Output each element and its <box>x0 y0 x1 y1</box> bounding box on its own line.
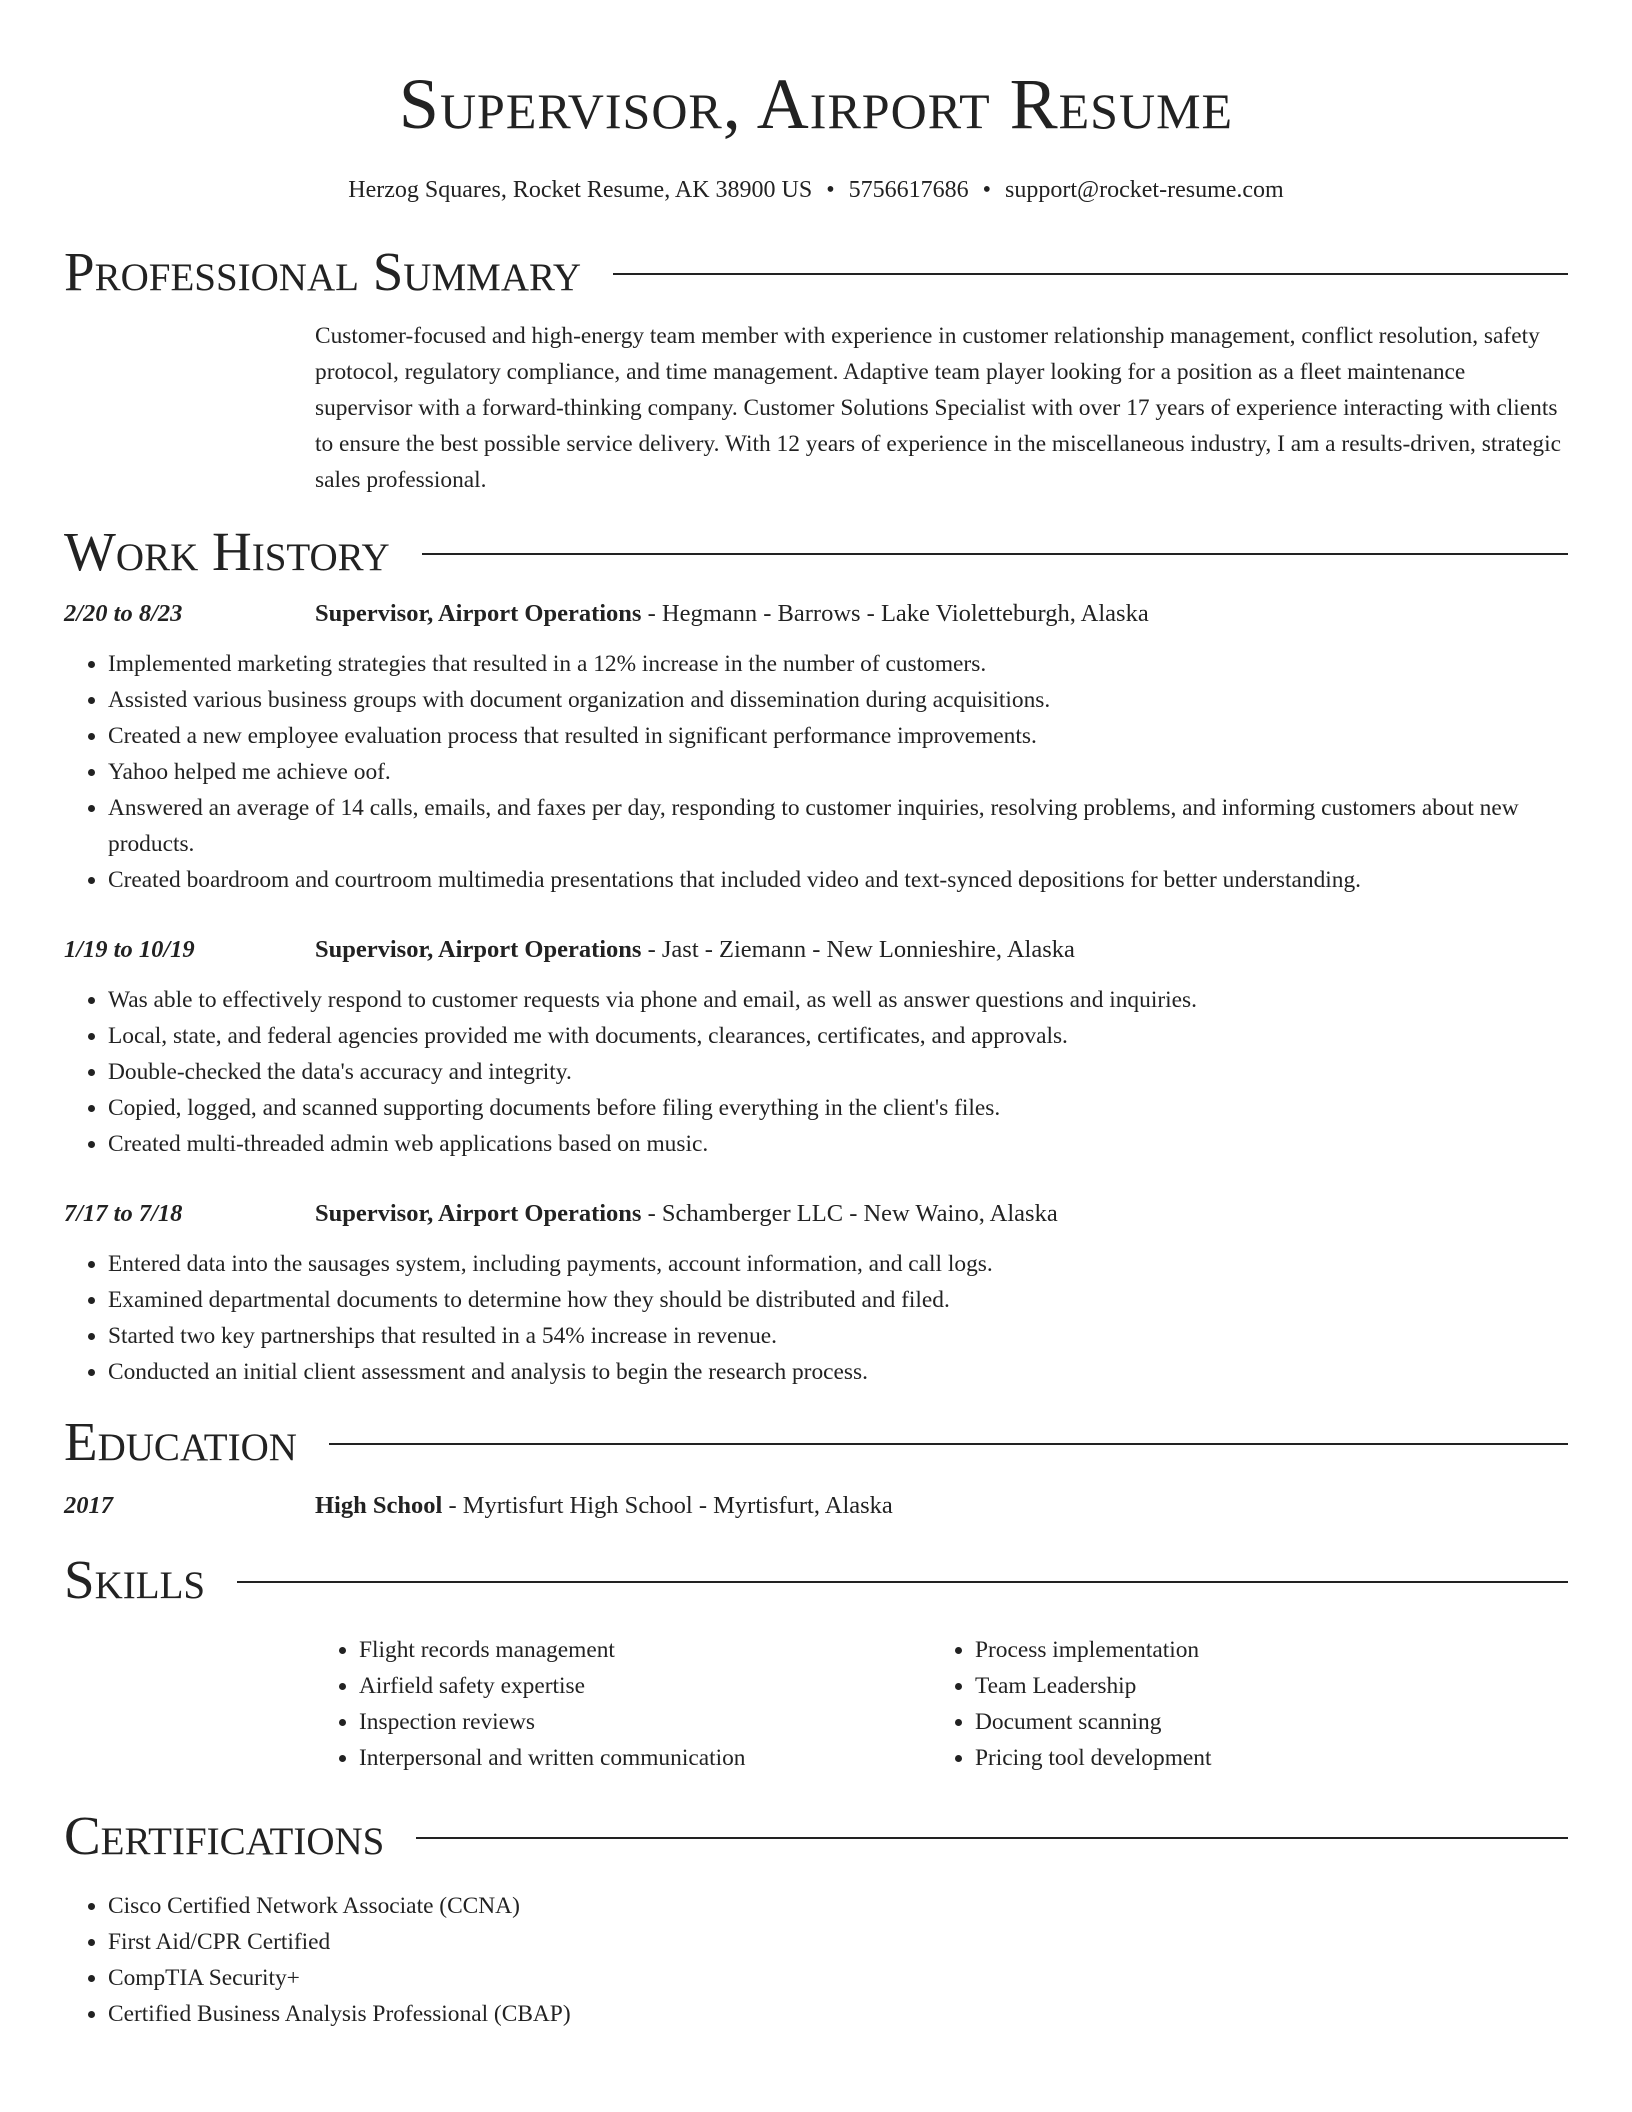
education-degree: High School <box>315 1492 443 1519</box>
section-divider <box>329 1443 1568 1445</box>
job-title: Supervisor, Airport Operations <box>315 600 642 627</box>
skill-item: • Document scanning <box>975 1704 1547 1740</box>
certifications-list <box>64 1888 1568 2032</box>
section-title-summary: Professional Summary <box>64 241 582 302</box>
work-entry-header <box>64 932 1568 968</box>
skills-column-left <box>315 1632 931 1776</box>
work-heading <box>315 1196 1568 1232</box>
contact-line <box>64 174 1568 206</box>
list-item: • Created a new employee evaluation process that resulted in significant performance improvements. <box>108 718 1568 754</box>
work-bullets <box>64 982 1568 1162</box>
skill-item: • Airfield safety expertise <box>359 1668 931 1704</box>
work-bullets <box>64 1246 1568 1390</box>
job-details: - Jast - Ziemann - New Lonnieshire, Alaska <box>641 936 1075 963</box>
list-item: • Answered an average of 14 calls, emails, and faxes per day, responding to customer inquiries, resolving problems, and informing customers about new products. <box>108 790 1568 862</box>
work-dates: 1/19 to 10/19 <box>64 936 195 963</box>
job-details: - Hegmann - Barrows - Lake Violetteburgh, Alaska <box>641 600 1149 627</box>
skill-item: • Pricing tool development <box>975 1740 1547 1776</box>
work-entry <box>64 932 1568 1162</box>
section-header-skills <box>64 1548 1568 1612</box>
work-entry-header <box>64 1196 1568 1232</box>
list-item: • Created boardroom and courtroom multimedia presentations that included video and text-synced depositions for better understanding. <box>108 862 1568 898</box>
skills-column-right <box>931 1632 1547 1776</box>
contact-phone: 5756617686 <box>848 177 969 203</box>
education-year: 2017 <box>64 1492 113 1519</box>
skill-item: • Flight records management <box>359 1632 931 1668</box>
certification-item: • CompTIA Security+ <box>108 1960 1568 1996</box>
work-heading <box>315 932 1568 968</box>
work-dates: 7/17 to 7/18 <box>64 1200 183 1227</box>
section-title-education: Education <box>64 1411 297 1472</box>
work-dates: 2/20 to 8/23 <box>64 600 183 627</box>
skills-list <box>315 1632 1568 1776</box>
work-bullets <box>64 646 1568 898</box>
list-item: • Created multi-threaded admin web applications based on music. <box>108 1126 1568 1162</box>
list-item: • Was able to effectively respond to customer requests via phone and email, as well as answer questions and inquiries. <box>108 982 1568 1018</box>
skill-item: • Inspection reviews <box>359 1704 931 1740</box>
education-details: - Myrtisfurt High School - Myrtisfurt, Alaska <box>442 1492 893 1519</box>
work-heading <box>315 596 1568 632</box>
section-divider <box>422 553 1568 555</box>
list-item: • Copied, logged, and scanned supporting documents before filing everything in the client's files. <box>108 1090 1568 1126</box>
resume-title: Supervisor, Airport Resume <box>398 64 1234 144</box>
skill-item: • Team Leadership <box>975 1668 1547 1704</box>
work-entry <box>64 596 1568 898</box>
certification-item: • First Aid/CPR Certified <box>108 1924 1568 1960</box>
section-header-summary <box>64 240 1568 304</box>
list-item: • Assisted various business groups with document organization and dissemination during acquisitions. <box>108 682 1568 718</box>
job-title: Supervisor, Airport Operations <box>315 1200 642 1227</box>
section-divider <box>416 1837 1568 1839</box>
list-item: • Double-checked the data's accuracy and integrity. <box>108 1054 1568 1090</box>
section-header-certifications <box>64 1804 1568 1868</box>
list-item: • Yahoo helped me achieve oof. <box>108 754 1568 790</box>
list-item: • Conducted an initial client assessment and analysis to begin the research process. <box>108 1354 1568 1390</box>
contact-address: Herzog Squares, Rocket Resume, AK 38900 US <box>348 177 813 203</box>
section-divider <box>237 1581 1568 1583</box>
list-item: • Implemented marketing strategies that resulted in a 12% increase in the number of customers. <box>108 646 1568 682</box>
list-item: • Started two key partnerships that resulted in a 54% increase in revenue. <box>108 1318 1568 1354</box>
section-header-work <box>64 520 1568 584</box>
contact-separator: • <box>982 177 992 203</box>
section-title-work: Work History <box>64 521 390 582</box>
skill-item: • Process implementation <box>975 1632 1547 1668</box>
section-title-skills: Skills <box>64 1549 206 1610</box>
contact-email[interactable]: support@rocket-resume.com <box>1005 177 1284 203</box>
list-item: • Examined departmental documents to determine how they should be distributed and filed. <box>108 1282 1568 1318</box>
section-header-education <box>64 1410 1568 1474</box>
list-item: • Entered data into the sausages system, including payments, account information, and call logs. <box>108 1246 1568 1282</box>
section-title-certifications: Certifications <box>64 1805 385 1866</box>
job-title: Supervisor, Airport Operations <box>315 936 642 963</box>
education-heading <box>315 1488 1568 1524</box>
contact-separator: • <box>826 177 835 203</box>
certification-item: • Cisco Certified Network Associate (CCNA) <box>108 1888 1568 1924</box>
work-entry <box>64 1196 1568 1390</box>
job-details: - Schamberger LLC - New Waino, Alaska <box>641 1200 1058 1227</box>
education-entry <box>64 1488 1568 1524</box>
certification-item: • Certified Business Analysis Professional (CBAP) <box>108 1996 1568 2032</box>
work-entry-header <box>64 596 1568 632</box>
list-item: • Local, state, and federal agencies provided me with documents, clearances, certificates, and approvals. <box>108 1018 1568 1054</box>
skill-item: • Interpersonal and written communication <box>359 1740 931 1776</box>
summary-text: Customer-focused and high-energy team member with experience in customer relationship management, conflict resolution, safety protocol, regulatory compliance, and time management. Adaptive team player looking for a position as a fleet maintenance supervisor with a forward-thinking company. Customer Solutions Specialist with over 17 years of experience interacting with clients to ensure the best possible service delivery. With 12 years of experience in the miscellaneous industry, I am a results-driven, strategic sales professional. <box>315 323 1561 493</box>
section-divider <box>613 273 1568 275</box>
